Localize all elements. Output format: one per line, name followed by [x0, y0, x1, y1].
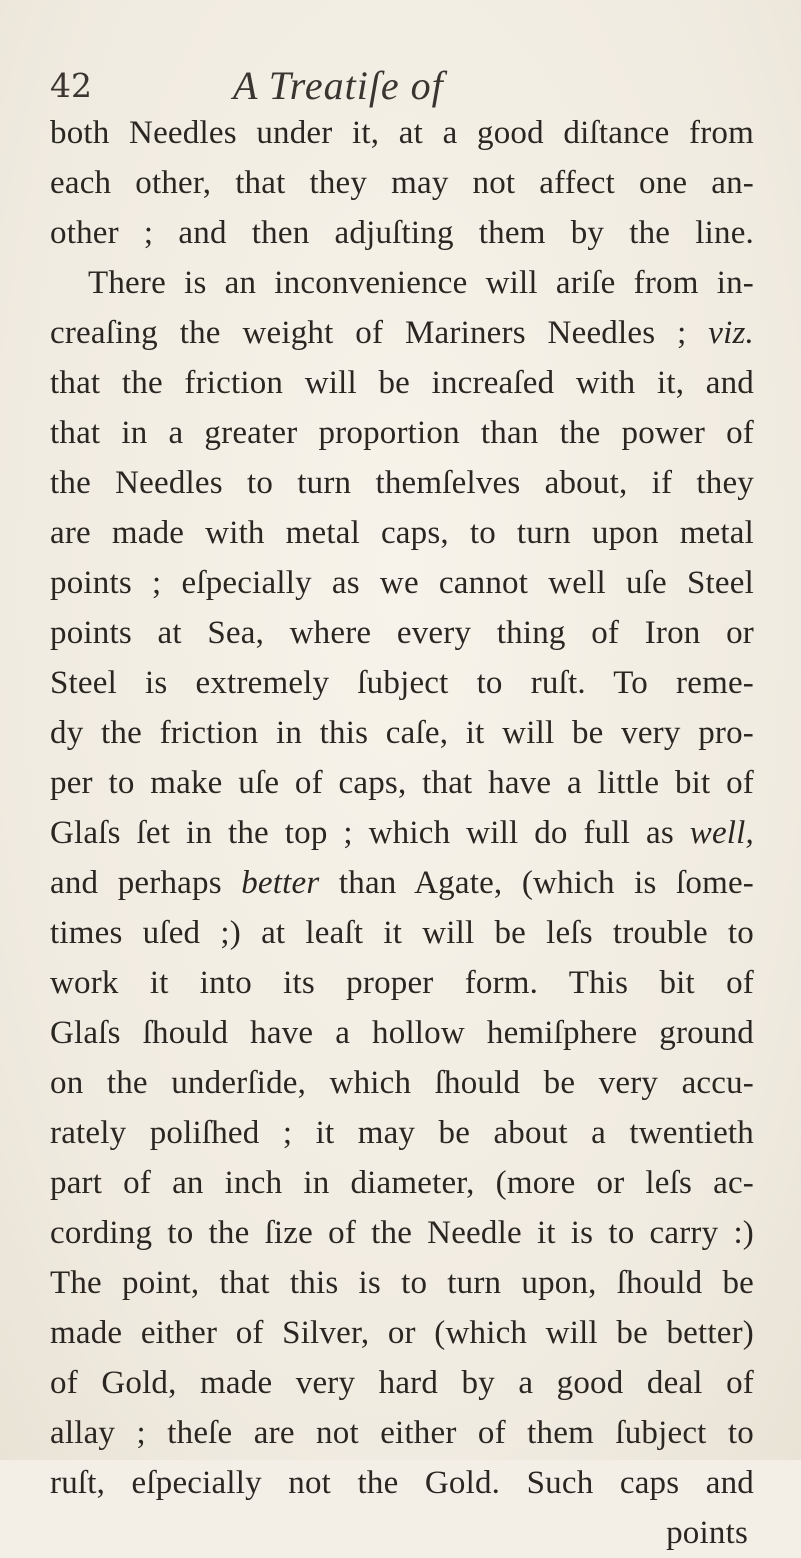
text-line: cording to the ſize of the Needle it is to carry :) — [50, 1215, 754, 1251]
text-segment: than Agate, (which is ſome- — [319, 865, 754, 901]
text-line: dy the friction in this caſe, it will be very pro- — [50, 715, 754, 751]
text-line: There is an inconvenience will ariſe from in- — [88, 265, 754, 301]
text-line: points at Sea, where every thing of Iron or — [50, 615, 754, 651]
text-line: are made with metal caps, to turn upon metal — [50, 515, 754, 551]
text-line: of Gold, made very hard by a good deal of — [50, 1365, 754, 1401]
text-line — [50, 308, 754, 358]
text-line: The point, that this is to turn upon, ſhould be — [50, 1265, 754, 1301]
text-line: on the underſide, which ſhould be very accu- — [50, 1065, 754, 1101]
text-line: part of an inch in diameter, (more or leſs ac- — [50, 1165, 754, 1201]
text-line: each other, that they may not affect one an- — [50, 165, 754, 201]
italic-text: better — [241, 865, 320, 901]
text-line: that in a greater proportion than the power of — [50, 415, 754, 451]
text-line: Glaſs ſhould have a hollow hemiſphere ground — [50, 1015, 754, 1051]
text-line — [50, 858, 754, 908]
text-segment: creaſing the weight of Mariners Needles ; — [50, 315, 709, 351]
text-line: per to make uſe of caps, that have a little bit of — [50, 765, 754, 801]
body-text — [50, 108, 754, 1558]
text-line: the Needles to turn themſelves about, if they — [50, 465, 754, 501]
text-line: made either of Silver, or (which will be better) — [50, 1315, 754, 1351]
text-line: rately poliſhed ; it may be about a twentieth — [50, 1115, 754, 1151]
text-line — [50, 808, 754, 858]
running-title: A Treatiſe of — [233, 63, 444, 108]
catchword: points — [666, 1515, 748, 1551]
text-line: that the friction will be increaſed with it, and — [50, 365, 754, 401]
text-line: work it into its proper form. This bit of — [50, 965, 754, 1001]
italic-text: viz. — [708, 315, 754, 351]
text-line: ruſt, eſpecially not the Gold. Such caps and — [50, 1465, 754, 1501]
text-line: allay ; theſe are not either of them ſubject to — [50, 1415, 754, 1451]
text-line: times uſed ;) at leaſt it will be leſs trouble to — [50, 915, 754, 951]
text-line: Steel is extremely ſubject to ruſt. To reme- — [50, 665, 754, 701]
italic-text: well, — [689, 815, 754, 851]
text-line: other ; and then adjuſting them by the line. — [50, 215, 754, 251]
text-segment: and perhaps — [50, 865, 242, 901]
text-line: both Needles under it, at a good diſtance from — [50, 115, 754, 151]
text-segment: Glaſs ſet in the top ; which will do full as — [50, 815, 690, 851]
text-line: points ; eſpecially as we cannot well uſe Steel — [50, 565, 754, 601]
page-number: 42 — [50, 66, 92, 105]
